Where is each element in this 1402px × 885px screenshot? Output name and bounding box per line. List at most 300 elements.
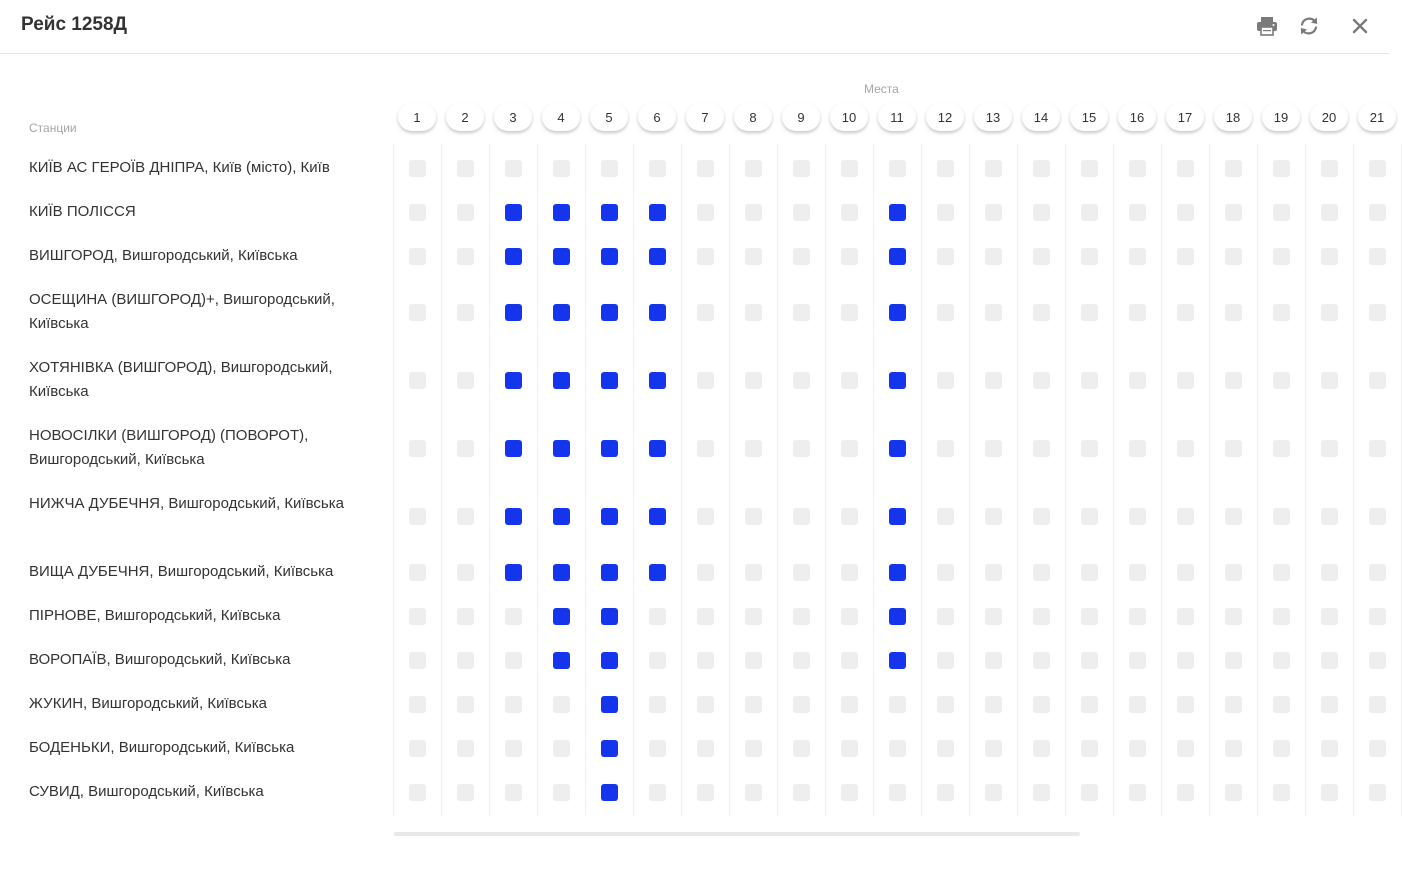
seat-cell-free[interactable] <box>1129 608 1146 625</box>
seat-cell-taken[interactable] <box>553 204 570 221</box>
seat-cell-free[interactable] <box>1129 248 1146 265</box>
seat-cell-free[interactable] <box>745 508 762 525</box>
seat-cell-free[interactable] <box>409 696 426 713</box>
seat-cell-free[interactable] <box>1225 696 1242 713</box>
seat-cell-free[interactable] <box>1225 204 1242 221</box>
seat-cell-free[interactable] <box>1033 508 1050 525</box>
seat-cell-free[interactable] <box>745 440 762 457</box>
seat-cell-free[interactable] <box>505 608 522 625</box>
seat-cell-free[interactable] <box>1369 248 1386 265</box>
refresh-icon[interactable] <box>1296 13 1322 39</box>
seat-cell-free[interactable] <box>409 204 426 221</box>
seat-cell-free[interactable] <box>1321 784 1338 801</box>
seat-cell-taken[interactable] <box>889 304 906 321</box>
seat-cell-free[interactable] <box>985 204 1002 221</box>
seat-cell-free[interactable] <box>457 652 474 669</box>
seat-cell-free[interactable] <box>1321 160 1338 177</box>
column-divider <box>1065 144 1066 816</box>
seat-cell-free[interactable] <box>1273 204 1290 221</box>
seat-cell-free[interactable] <box>1129 204 1146 221</box>
seat-cell-free[interactable] <box>841 564 858 581</box>
seat-cell-free[interactable] <box>409 440 426 457</box>
station-name: СУВИД, Вишгородський, Київська <box>29 783 264 800</box>
seat-cell-free[interactable] <box>985 160 1002 177</box>
seat-cell-taken[interactable] <box>649 204 666 221</box>
seat-cell-free[interactable] <box>1321 248 1338 265</box>
seat-cell-taken[interactable] <box>601 608 618 625</box>
seat-cell-free[interactable] <box>841 372 858 389</box>
seat-cell-free[interactable] <box>937 304 954 321</box>
seat-cell-free[interactable] <box>841 440 858 457</box>
seat-cell-free[interactable] <box>1369 508 1386 525</box>
seat-cell-free[interactable] <box>1369 440 1386 457</box>
seat-cell-free[interactable] <box>841 204 858 221</box>
seat-cell-free[interactable] <box>409 740 426 757</box>
seat-cell-free[interactable] <box>457 204 474 221</box>
seat-cell-free[interactable] <box>1369 696 1386 713</box>
seat-cell-free[interactable] <box>985 372 1002 389</box>
seat-cell-free[interactable] <box>1369 304 1386 321</box>
seat-cell-free[interactable] <box>649 696 666 713</box>
seat-cell-free[interactable] <box>1225 508 1242 525</box>
seat-cell-free[interactable] <box>1273 608 1290 625</box>
seat-cell-free[interactable] <box>745 696 762 713</box>
seat-cell-free[interactable] <box>457 784 474 801</box>
seat-cell-taken[interactable] <box>505 372 522 389</box>
seat-cell-free[interactable] <box>505 652 522 669</box>
seat-cell-free[interactable] <box>1033 608 1050 625</box>
seat-cell-free[interactable] <box>1177 508 1194 525</box>
seat-cell-free[interactable] <box>937 204 954 221</box>
seat-cell-free[interactable] <box>1081 160 1098 177</box>
seat-cell-free[interactable] <box>745 608 762 625</box>
seat-cell-taken[interactable] <box>553 248 570 265</box>
seat-cell-free[interactable] <box>1321 204 1338 221</box>
seat-cell-free[interactable] <box>457 740 474 757</box>
seat-cell-taken[interactable] <box>601 248 618 265</box>
seat-cell-free[interactable] <box>409 508 426 525</box>
seat-cell-free[interactable] <box>1369 608 1386 625</box>
seat-cell-free[interactable] <box>1369 372 1386 389</box>
seat-cell-free[interactable] <box>1273 440 1290 457</box>
seat-cell-free[interactable] <box>985 508 1002 525</box>
seat-cell-free[interactable] <box>697 508 714 525</box>
seat-cell-free[interactable] <box>793 204 810 221</box>
seat-cell-free[interactable] <box>985 440 1002 457</box>
seat-cell-free[interactable] <box>1321 564 1338 581</box>
seat-cell-taken[interactable] <box>601 740 618 757</box>
seat-cell-free[interactable] <box>1081 304 1098 321</box>
seat-number-19: 19 <box>1262 103 1300 131</box>
seat-cell-free[interactable] <box>937 440 954 457</box>
seat-cell-free[interactable] <box>841 248 858 265</box>
seat-cell-free[interactable] <box>649 608 666 625</box>
seat-cell-free[interactable] <box>649 784 666 801</box>
close-icon[interactable] <box>1347 13 1373 39</box>
seat-cell-taken[interactable] <box>505 564 522 581</box>
seat-cell-free[interactable] <box>1225 652 1242 669</box>
seat-cell-free[interactable] <box>697 564 714 581</box>
seat-cell-free[interactable] <box>1225 564 1242 581</box>
seat-cell-free[interactable] <box>1033 564 1050 581</box>
seat-cell-free[interactable] <box>793 160 810 177</box>
seat-cell-free[interactable] <box>1369 784 1386 801</box>
seat-cell-free[interactable] <box>793 440 810 457</box>
seat-cell-free[interactable] <box>1033 740 1050 757</box>
seat-cell-free[interactable] <box>1033 652 1050 669</box>
seat-cell-free[interactable] <box>697 248 714 265</box>
seat-cell-free[interactable] <box>1081 564 1098 581</box>
seat-cell-free[interactable] <box>1273 508 1290 525</box>
seat-cell-free[interactable] <box>1225 608 1242 625</box>
seat-cell-free[interactable] <box>1033 372 1050 389</box>
seat-cell-free[interactable] <box>937 160 954 177</box>
seat-cell-free[interactable] <box>1033 204 1050 221</box>
seat-cell-free[interactable] <box>697 304 714 321</box>
seat-cell-free[interactable] <box>697 608 714 625</box>
seat-cell-free[interactable] <box>745 564 762 581</box>
seat-cell-free[interactable] <box>1225 304 1242 321</box>
station-name: БОДЕНЬКИ, Вишгородський, Київська <box>29 739 295 756</box>
seat-cell-free[interactable] <box>1129 440 1146 457</box>
seat-cell-free[interactable] <box>1321 740 1338 757</box>
seat-cell-free[interactable] <box>1369 564 1386 581</box>
seat-cell-free[interactable] <box>1177 204 1194 221</box>
seat-cell-free[interactable] <box>505 160 522 177</box>
seat-cell-free[interactable] <box>937 508 954 525</box>
seat-cell-free[interactable] <box>1177 160 1194 177</box>
seat-number-2: 2 <box>446 103 484 131</box>
seat-cell-free[interactable] <box>841 652 858 669</box>
seat-cell-free[interactable] <box>1081 248 1098 265</box>
seat-cell-free[interactable] <box>1321 304 1338 321</box>
seat-cell-free[interactable] <box>985 696 1002 713</box>
seat-cell-free[interactable] <box>1081 508 1098 525</box>
seat-cell-free[interactable] <box>1177 784 1194 801</box>
station-name: ВИЩА ДУБЕЧНЯ, Вишгородський, Київська <box>29 563 334 580</box>
seat-cell-free[interactable] <box>841 508 858 525</box>
seat-cell-free[interactable] <box>985 652 1002 669</box>
seat-number-15: 15 <box>1070 103 1108 131</box>
seat-cell-free[interactable] <box>937 608 954 625</box>
seat-cell-free[interactable] <box>793 784 810 801</box>
seat-number-10: 10 <box>830 103 868 131</box>
seat-cell-free[interactable] <box>697 740 714 757</box>
seat-cell-taken[interactable] <box>553 372 570 389</box>
seat-cell-free[interactable] <box>985 784 1002 801</box>
seat-cell-free[interactable] <box>745 248 762 265</box>
seat-cell-free[interactable] <box>409 372 426 389</box>
seat-cell-free[interactable] <box>793 248 810 265</box>
column-divider <box>729 144 730 816</box>
seat-cell-free[interactable] <box>745 304 762 321</box>
seat-cell-free[interactable] <box>1273 564 1290 581</box>
seat-cell-free[interactable] <box>457 564 474 581</box>
seat-cell-free[interactable] <box>937 564 954 581</box>
seat-cell-free[interactable] <box>1129 508 1146 525</box>
seat-cell-free[interactable] <box>505 696 522 713</box>
seat-cell-free[interactable] <box>1321 696 1338 713</box>
seat-cell-free[interactable] <box>1081 608 1098 625</box>
column-divider <box>1305 144 1306 816</box>
seat-cell-taken[interactable] <box>505 204 522 221</box>
seat-cell-free[interactable] <box>745 204 762 221</box>
seat-cell-free[interactable] <box>745 160 762 177</box>
seat-cell-free[interactable] <box>1081 740 1098 757</box>
seat-cell-taken[interactable] <box>601 372 618 389</box>
seat-cell-free[interactable] <box>1273 160 1290 177</box>
seat-cell-free[interactable] <box>1129 160 1146 177</box>
seat-cell-taken[interactable] <box>889 440 906 457</box>
seat-cell-free[interactable] <box>1177 372 1194 389</box>
seat-cell-free[interactable] <box>745 372 762 389</box>
seat-cell-free[interactable] <box>505 784 522 801</box>
horizontal-scrollbar[interactable] <box>394 832 1080 836</box>
seat-cell-free[interactable] <box>841 740 858 757</box>
seat-cell-free[interactable] <box>553 160 570 177</box>
seat-cell-free[interactable] <box>1369 740 1386 757</box>
seat-cell-free[interactable] <box>985 304 1002 321</box>
seat-cell-free[interactable] <box>1321 608 1338 625</box>
seat-cell-free[interactable] <box>1225 784 1242 801</box>
seat-cell-free[interactable] <box>409 160 426 177</box>
seat-number-18: 18 <box>1214 103 1252 131</box>
seat-cell-free[interactable] <box>841 784 858 801</box>
seat-cell-taken[interactable] <box>649 372 666 389</box>
seat-cell-taken[interactable] <box>889 652 906 669</box>
seat-cell-taken[interactable] <box>505 440 522 457</box>
seat-cell-free[interactable] <box>937 784 954 801</box>
seat-cell-free[interactable] <box>937 652 954 669</box>
seat-cell-free[interactable] <box>937 372 954 389</box>
seat-cell-free[interactable] <box>649 652 666 669</box>
seat-cell-free[interactable] <box>1081 696 1098 713</box>
seat-cell-free[interactable] <box>793 372 810 389</box>
seat-cell-free[interactable] <box>793 652 810 669</box>
column-divider <box>825 144 826 816</box>
seat-cell-free[interactable] <box>841 696 858 713</box>
seat-cell-free[interactable] <box>697 372 714 389</box>
seat-cell-free[interactable] <box>1273 304 1290 321</box>
seat-cell-free[interactable] <box>1033 440 1050 457</box>
seat-cell-taken[interactable] <box>553 304 570 321</box>
seat-cell-taken[interactable] <box>553 564 570 581</box>
seat-cell-free[interactable] <box>409 304 426 321</box>
seat-cell-free[interactable] <box>1129 696 1146 713</box>
seat-cell-free[interactable] <box>841 160 858 177</box>
seat-cell-taken[interactable] <box>553 440 570 457</box>
seat-cell-free[interactable] <box>1369 652 1386 669</box>
seat-number-5: 5 <box>590 103 628 131</box>
seat-cell-free[interactable] <box>1273 372 1290 389</box>
seat-cell-free[interactable] <box>793 696 810 713</box>
seat-cell-free[interactable] <box>1081 372 1098 389</box>
seat-cell-free[interactable] <box>1225 440 1242 457</box>
column-divider <box>1113 144 1114 816</box>
seat-cell-taken[interactable] <box>601 564 618 581</box>
seat-cell-free[interactable] <box>457 696 474 713</box>
seat-cell-free[interactable] <box>1321 652 1338 669</box>
seat-cell-free[interactable] <box>1225 740 1242 757</box>
seat-cell-free[interactable] <box>841 608 858 625</box>
seat-cell-free[interactable] <box>1177 248 1194 265</box>
seat-cell-taken[interactable] <box>553 652 570 669</box>
seat-cell-free[interactable] <box>697 160 714 177</box>
seat-cell-free[interactable] <box>1033 696 1050 713</box>
seat-cell-taken[interactable] <box>505 304 522 321</box>
seat-cell-taken[interactable] <box>889 564 906 581</box>
seat-cell-taken[interactable] <box>889 248 906 265</box>
seat-cell-taken[interactable] <box>649 304 666 321</box>
seat-cell-free[interactable] <box>1369 160 1386 177</box>
seat-cell-taken[interactable] <box>601 652 618 669</box>
seat-cell-free[interactable] <box>1177 652 1194 669</box>
seat-cell-taken[interactable] <box>601 440 618 457</box>
seat-cell-free[interactable] <box>553 696 570 713</box>
seat-cell-free[interactable] <box>1081 440 1098 457</box>
seat-cell-free[interactable] <box>505 740 522 757</box>
seat-cell-free[interactable] <box>1129 304 1146 321</box>
seat-cell-free[interactable] <box>1321 508 1338 525</box>
seat-cell-free[interactable] <box>1177 696 1194 713</box>
seat-cell-free[interactable] <box>745 784 762 801</box>
seat-cell-free[interactable] <box>1273 652 1290 669</box>
seat-cell-taken[interactable] <box>505 248 522 265</box>
seat-cell-free[interactable] <box>793 564 810 581</box>
seat-cell-taken[interactable] <box>553 508 570 525</box>
seat-cell-free[interactable] <box>1129 564 1146 581</box>
seat-cell-taken[interactable] <box>553 608 570 625</box>
seat-cell-taken[interactable] <box>889 508 906 525</box>
seat-cell-free[interactable] <box>793 608 810 625</box>
seat-cell-free[interactable] <box>1081 204 1098 221</box>
column-divider <box>921 144 922 816</box>
seat-cell-free[interactable] <box>553 740 570 757</box>
seat-cell-free[interactable] <box>985 248 1002 265</box>
seat-cell-taken[interactable] <box>601 784 618 801</box>
seat-cell-free[interactable] <box>985 740 1002 757</box>
seat-cell-free[interactable] <box>697 696 714 713</box>
seat-number-1: 1 <box>398 103 436 131</box>
modal-header <box>0 0 1389 54</box>
seat-cell-free[interactable] <box>1225 248 1242 265</box>
seat-cell-free[interactable] <box>793 304 810 321</box>
seat-cell-taken[interactable] <box>649 508 666 525</box>
seat-cell-free[interactable] <box>1129 784 1146 801</box>
seat-cell-free[interactable] <box>1033 160 1050 177</box>
seat-cell-free[interactable] <box>697 204 714 221</box>
seat-cell-free[interactable] <box>745 652 762 669</box>
seat-cell-taken[interactable] <box>505 508 522 525</box>
seat-cell-free[interactable] <box>1273 784 1290 801</box>
seat-cell-taken[interactable] <box>601 696 618 713</box>
seat-cell-free[interactable] <box>553 784 570 801</box>
seat-cell-free[interactable] <box>793 740 810 757</box>
seat-cell-taken[interactable] <box>889 608 906 625</box>
seat-cell-free[interactable] <box>1129 372 1146 389</box>
seat-cell-free[interactable] <box>1033 784 1050 801</box>
station-name: НИЖЧА ДУБЕЧНЯ, Вишгородський, Київська <box>29 495 344 512</box>
seat-cell-free[interactable] <box>457 508 474 525</box>
seat-cell-free[interactable] <box>457 160 474 177</box>
seat-cell-free[interactable] <box>889 696 906 713</box>
seat-cell-free[interactable] <box>697 652 714 669</box>
column-divider <box>537 144 538 816</box>
seat-cell-free[interactable] <box>649 160 666 177</box>
seat-cell-free[interactable] <box>889 160 906 177</box>
seat-cell-taken[interactable] <box>601 508 618 525</box>
seat-cell-free[interactable] <box>457 248 474 265</box>
seat-cell-taken[interactable] <box>649 248 666 265</box>
column-divider <box>393 144 394 816</box>
seat-cell-taken[interactable] <box>889 204 906 221</box>
seat-cell-free[interactable] <box>985 564 1002 581</box>
seat-cell-free[interactable] <box>457 372 474 389</box>
seat-cell-free[interactable] <box>457 440 474 457</box>
print-icon[interactable] <box>1254 13 1280 39</box>
seat-cell-free[interactable] <box>1369 204 1386 221</box>
seat-cell-free[interactable] <box>745 740 762 757</box>
seat-cell-free[interactable] <box>1177 740 1194 757</box>
seat-cell-free[interactable] <box>697 784 714 801</box>
seat-cell-free[interactable] <box>1033 248 1050 265</box>
seat-cell-taken[interactable] <box>649 564 666 581</box>
seat-cell-free[interactable] <box>937 740 954 757</box>
seat-cell-free[interactable] <box>1177 608 1194 625</box>
seat-cell-taken[interactable] <box>601 304 618 321</box>
seat-cell-free[interactable] <box>1129 652 1146 669</box>
seat-cell-free[interactable] <box>457 304 474 321</box>
seat-cell-free[interactable] <box>409 564 426 581</box>
seat-cell-free[interactable] <box>1129 740 1146 757</box>
seat-cell-free[interactable] <box>1321 372 1338 389</box>
seat-cell-free[interactable] <box>409 784 426 801</box>
seat-cell-free[interactable] <box>697 440 714 457</box>
seat-number-7: 7 <box>686 103 724 131</box>
seat-cell-free[interactable] <box>457 608 474 625</box>
seat-cell-free[interactable] <box>409 248 426 265</box>
seat-cell-free[interactable] <box>409 652 426 669</box>
seat-cell-free[interactable] <box>1225 160 1242 177</box>
seat-cell-free[interactable] <box>841 304 858 321</box>
seat-cell-free[interactable] <box>937 696 954 713</box>
seat-cell-free[interactable] <box>937 248 954 265</box>
seat-cell-taken[interactable] <box>601 204 618 221</box>
seat-cell-free[interactable] <box>1273 740 1290 757</box>
seat-cell-free[interactable] <box>1225 372 1242 389</box>
seat-cell-free[interactable] <box>985 608 1002 625</box>
column-divider <box>1257 144 1258 816</box>
seat-cell-free[interactable] <box>409 608 426 625</box>
seat-cell-free[interactable] <box>793 508 810 525</box>
seat-cell-free[interactable] <box>1273 696 1290 713</box>
station-name: КИЇВ АС ГЕРОЇВ ДНІПРА, Київ (місто), Київ <box>29 159 330 176</box>
seat-cell-free[interactable] <box>649 740 666 757</box>
seat-cell-free[interactable] <box>1033 304 1050 321</box>
seat-cell-free[interactable] <box>1177 440 1194 457</box>
seat-cell-free[interactable] <box>1177 564 1194 581</box>
seat-cell-free[interactable] <box>889 784 906 801</box>
seat-cell-free[interactable] <box>1081 652 1098 669</box>
seat-cell-taken[interactable] <box>649 440 666 457</box>
seat-cell-free[interactable] <box>601 160 618 177</box>
seat-cell-free[interactable] <box>1081 784 1098 801</box>
seat-cell-free[interactable] <box>1321 440 1338 457</box>
seat-cell-taken[interactable] <box>889 372 906 389</box>
seat-cell-free[interactable] <box>889 740 906 757</box>
seat-cell-free[interactable] <box>1273 248 1290 265</box>
seat-cell-free[interactable] <box>1177 304 1194 321</box>
